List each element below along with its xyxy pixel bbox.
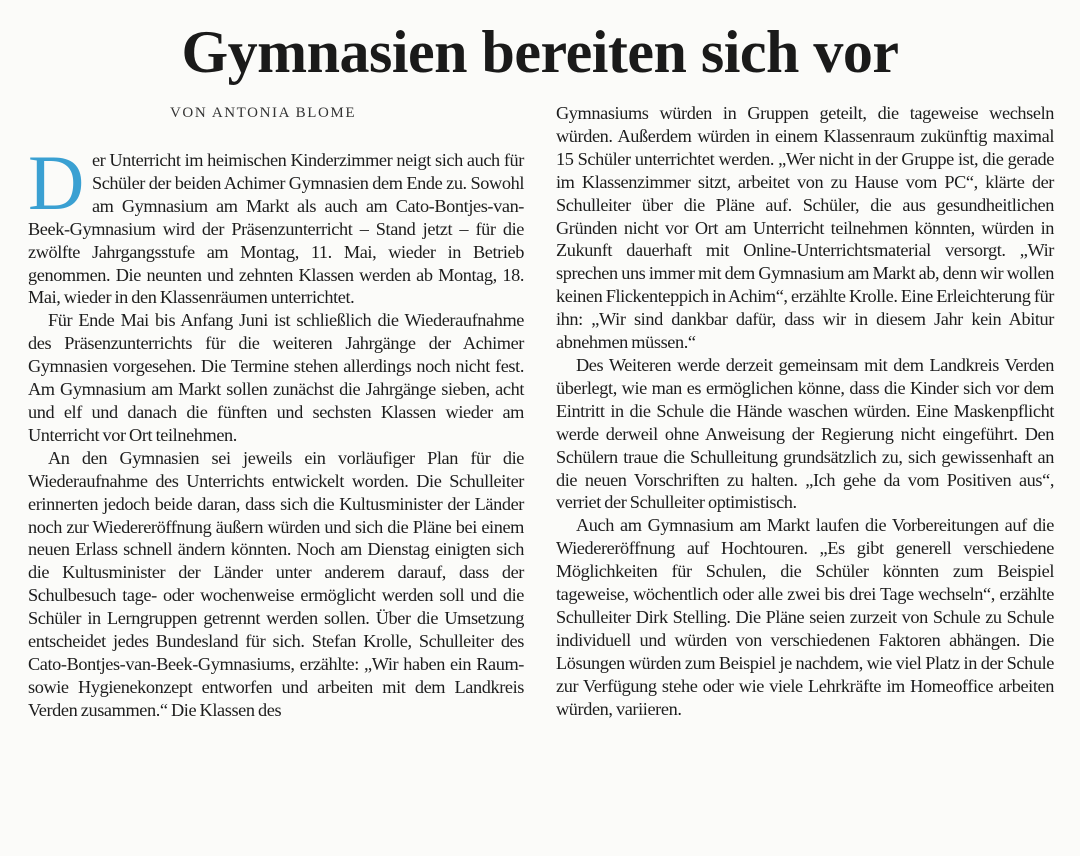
- paragraph-1-text: er Unterricht im heimischen Kinderzimmer neigt sich auch für Schüler der beiden Achimer Gymnasien dem Ende zu. Sowohl am Gymnasium am Markt als auch am Cato-Bontjes-van-Beek-Gymnasium wird der Präsenzunterricht – Stand jetzt – für die zwölfte Jahrgangsstufe am Montag, 11. Mai, wieder in Betrieb genommen. Die neunten und zehnten Klassen werden ab Montag, 18. Mai, wieder in den Klassenräumen unterrichtet.: [28, 150, 524, 308]
- paragraph-1: [28, 139, 524, 309]
- paragraph-3-continued: Gymnasiums würden in Gruppen geteilt, die tageweise wechseln würden. Außerdem würden in einem Klassenraum zukünftig maximal 15 Schüler unterrichtet werden. „Wer nicht in der Gruppe ist, die gerade im Klassenzimmer sitzt, arbeitet von zu Hause vom PC“, klärte der Schulleiter über die Pläne auf. Schüler, die aus gesundheitlichen Gründen nicht vor Ort am Unterricht teilnehmen könnten, würden in Zukunft dauerhaft mit Online-Unterrichtsmaterial versorgt. „Wir sprechen uns immer mit dem Gymnasium am Markt ab, denn wir wollen keinen Flickenteppich in Achim“, erzählte Krolle. Eine Erleichterung für ihn: „Wir sind dankbar dafür, dass wir in diesem Jahr kein Abitur abnehmen müssen.“: [556, 103, 1054, 353]
- article-column-left: [28, 139, 524, 722]
- paragraph-3: An den Gymnasien sei jeweils ein vorläufiger Plan für die Wiederaufnahme des Unterrichts entwickelt worden. Die Schulleiter erinnerten jedoch beide daran, dass sich die Kultusminister der Länder noch zur Wiedereröffnung äußern würden und sich die Pläne bei einem neuen Erlass schnell ändern könnten. Noch am Dienstag einigten sich die Kultusminister der Länder unter anderem darauf, dass der Schulbesuch tage- oder wochenweise ermöglicht werden soll und die Schüler in Lerngruppen getrennt werden sollen. Über die Umsetzung entscheidet jedes Bundesland für sich. Stefan Krolle, Schulleiter des Cato-Bontjes-van-Beek-Gymnasiums, erzählte: „Wir haben ein Raum- sowie Hygienekonzept entworfen und arbeiten mit dem Landkreis Verden zusammen.“ Die Klassen des: [28, 447, 524, 720]
- article-column-right: [556, 102, 1054, 720]
- paragraph-2: Für Ende Mai bis Anfang Juni ist schließlich die Wiederaufnahme des Präsenzunterrichts für die weiteren Jahrgänge der Achimer Gymnasien vorgesehen. Die Termine stehen allerdings noch nicht fest. Am Gymnasium am Markt sollen zunächst die Jahrgänge sieben, acht und elf und danach die fünften und sechsten Klassen wieder am Unterricht vor Ort teilnehmen.: [28, 310, 524, 445]
- paragraph-4: Des Weiteren werde derzeit gemeinsam mit dem Landkreis Verden überlegt, wie man es ermöglichen könne, dass die Kinder sich vor dem Eintritt in die Schule die Hände waschen würden. Eine Maskenpflicht werde derweil ohne Anweisung der Regierung nicht eingeführt. Den Schülern traue die Schulleitung grundsätzlich zu, sich gewissenhaft an die neuen Vorschriften zu halten. „Ich gehe da vom Positiven aus“, verriet der Schulleiter optimistisch.: [556, 354, 1054, 513]
- drop-cap: D: [28, 139, 84, 226]
- paragraph-5: Auch am Gymnasium am Markt laufen die Vorbereitungen auf die Wiedereröffnung auf Hochtouren. „Es gibt generell verschiedene Möglichkeiten für Schulen, die Schüler könnten zum Beispiel tageweise, wöchentlich oder alle zwei bis drei Tage wechseln“, erzählte Schulleiter Dirk Stelling. Die Pläne seien zurzeit von Schule zu Schule individuell und würden von verschiedenen Faktoren abhängen. Die Lösungen würden zum Beispiel je nachdem, wie viel Platz in der Schule zur Verfügung stehe oder wie viele Lehrkräfte im Homeoffice arbeiten würden, variieren.: [556, 515, 1054, 719]
- article-headline: Gymnasien bereiten sich vor: [181, 19, 899, 85]
- article-byline: VON ANTONIA BLOME: [170, 105, 357, 121]
